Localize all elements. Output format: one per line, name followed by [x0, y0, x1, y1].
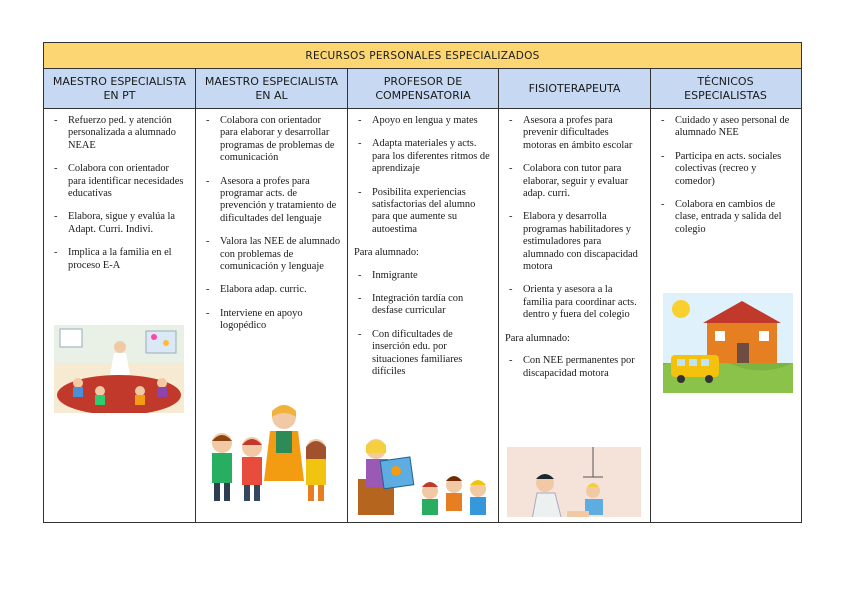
- list-item: - Inmigrante: [354, 270, 492, 282]
- table-title: [44, 43, 801, 69]
- column-pt: [44, 109, 196, 522]
- reading-story-illustration: [356, 435, 492, 519]
- column-al: [196, 109, 348, 522]
- resources-table: [43, 42, 802, 523]
- list-item: - Cuidado y aseo personal de alumnado NEE: [657, 115, 794, 140]
- list-item: - Asesora a profes para programar acts. de prevención y tratamiento de dificultades del lenguaje: [202, 176, 341, 226]
- list-item: - Asesora a profes para prevenir dificultades motoras en ámbito escolar: [505, 115, 644, 152]
- body-row: [44, 109, 801, 522]
- list-item: - Apoyo en lengua y mates: [354, 115, 492, 127]
- list-item: - Colabora con orientador para elaborar y desarrollar programas de problemas de comunicación: [202, 115, 341, 165]
- list-item: - Con dificultades de inserción edu. por situaciones familiares difíciles: [354, 329, 492, 379]
- header-fisioterapeuta: FISIOTERAPEUTA: [499, 69, 651, 108]
- classroom-illustration: [54, 325, 184, 413]
- list-item: - Valora las NEE de alumnado con problemas de comunicación y lenguaje: [202, 236, 341, 273]
- list-item: - Participa en acts. sociales colectivas (recreo y comedor): [657, 151, 794, 188]
- list-item: - Colabora con tutor para elaborar, seguir y evaluar adap. curri.: [505, 163, 644, 200]
- column-tecnicos: [651, 109, 800, 522]
- list-item: - Elabora adap. curric.: [202, 284, 341, 296]
- subheading-alumnado: Para alumnado:: [505, 332, 570, 344]
- list-item: - Refuerzo ped. y atención personalizada a alumnado NEAE: [50, 115, 189, 152]
- list-item: - Colabora con orientador para identificar necesidades educativas: [50, 163, 189, 200]
- subheading-alumnado: Para alumnado:: [354, 247, 419, 259]
- list-item: - Implica a la familia en el proceso E-A: [50, 247, 189, 272]
- list-item: - Orienta y asesora a la familia para coordinar acts. dentro y fuera del colegio: [505, 284, 644, 321]
- list-item: - Adapta materiales y acts. para los diferentes ritmos de aprendizaje: [354, 138, 492, 175]
- physiotherapy-illustration: [507, 447, 641, 517]
- list-item: - Posibilita experiencias satisfactorias del alumno para que aumente su autoestima: [354, 187, 492, 237]
- school-bus-illustration: [663, 293, 793, 393]
- list-item: - Elabora, sigue y evalúa la Adapt. Curri. Indivi.: [50, 211, 189, 236]
- list-item: - Con NEE permanentes por discapacidad motora: [505, 355, 644, 380]
- header-compensatoria: PROFESOR DE COMPENSATORIA: [348, 69, 499, 108]
- header-al: MAESTRO ESPECIALISTA EN AL: [196, 69, 348, 108]
- column-compensatoria: [348, 109, 499, 522]
- table-title-text: RECURSOS PERSONALES ESPECIALIZADOS: [305, 49, 540, 62]
- teacher-children-illustration: [200, 401, 340, 507]
- header-row: [44, 69, 801, 109]
- list-item: - Elabora y desarrolla programas habilitadores y estimuladores para alumnado con discapacidad motora: [505, 211, 644, 273]
- header-pt: MAESTRO ESPECIALISTA EN PT: [44, 69, 196, 108]
- header-tecnicos: TÉCNICOS ESPECIALISTAS: [684, 74, 767, 102]
- list-item: - Integración tardía con desfase curricular: [354, 293, 492, 318]
- column-fisioterapeuta: [499, 109, 651, 522]
- list-item: - Colabora en cambios de clase, entrada y salida del colegio: [657, 199, 794, 236]
- list-item: - Interviene en apoyo logopédico: [202, 308, 341, 333]
